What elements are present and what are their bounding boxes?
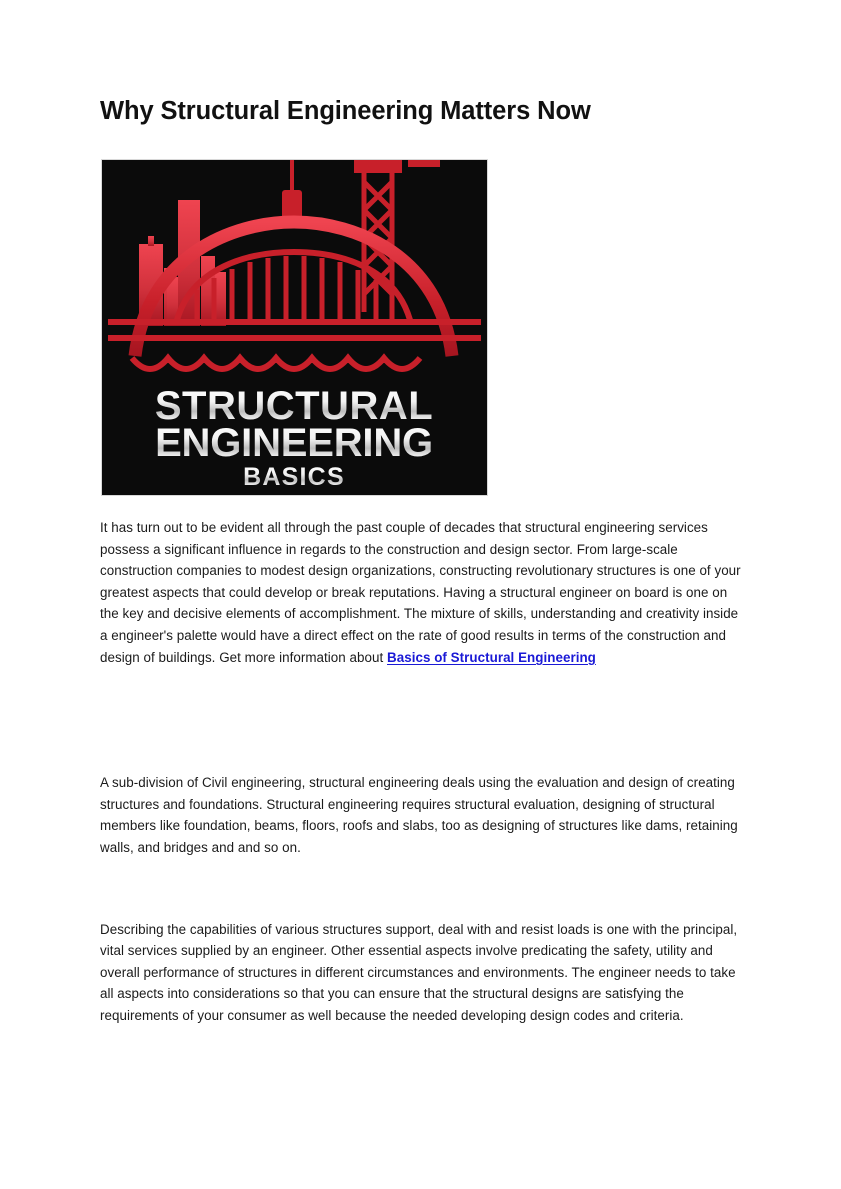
- structural-engineering-basics-illustration: [102, 160, 487, 495]
- crane-jib-icon: [354, 160, 402, 173]
- paragraph-2: A sub-division of Civil engineering, structural engineering deals using the evaluation and design of creating structures and foundations. Structural engineering requires structural evaluation, designing of structural members like foundation, beams, floors, roofs and slabs, too as designing of structures like dams, retaining walls, and bridges and and so on.: [100, 775, 738, 856]
- document-content: [100, 96, 741, 1027]
- crane-jib-tip-icon: [408, 160, 440, 167]
- hero-line2-text: ENGINEERING: [155, 421, 433, 466]
- hero-line1-text: STRUCTURAL: [154, 384, 434, 429]
- paragraph-spacer-2: [100, 859, 741, 919]
- paragraph-3: Describing the capabilities of various structures support, deal with and resist loads is one with the principal, vital services supplied by an engineer. Other essential aspects involve predicating the safety, utility and overall performance of structures in different circumstances and environments. The engineer needs to take all aspects into considerations so that you can ensure that the structural designs are satisfying the requirements of your consumer as well because the needed developing design codes and criteria.: [100, 921, 738, 1024]
- paragraph-1: [100, 517, 741, 668]
- hero-line3-text: BASICS: [243, 463, 345, 492]
- basics-of-structural-engineering-link[interactable]: Basics of Structural Engineering: [387, 649, 596, 665]
- hero-image: [102, 160, 487, 495]
- paragraph-1-text: It has turn out to be evident all through the past couple of decades that structural engineering services possess a significant influence in regards to the construction and design sector. From large-scale construction companies to modest design organizations, constructing revolutionary structures is one of your greatest aspects that could develop or break reputations. Having a structural engineer on board is one on the key and decisive elements of accomplishment. The mixture of skills, understanding and creativity inside a engineer's palette would have a direct effect on the rate of good results in terms of the construction and design of buildings. Get more information about: [100, 520, 741, 665]
- paragraph-spacer-1: [100, 668, 741, 772]
- page-title: Why Structural Engineering Matters Now: [100, 97, 591, 125]
